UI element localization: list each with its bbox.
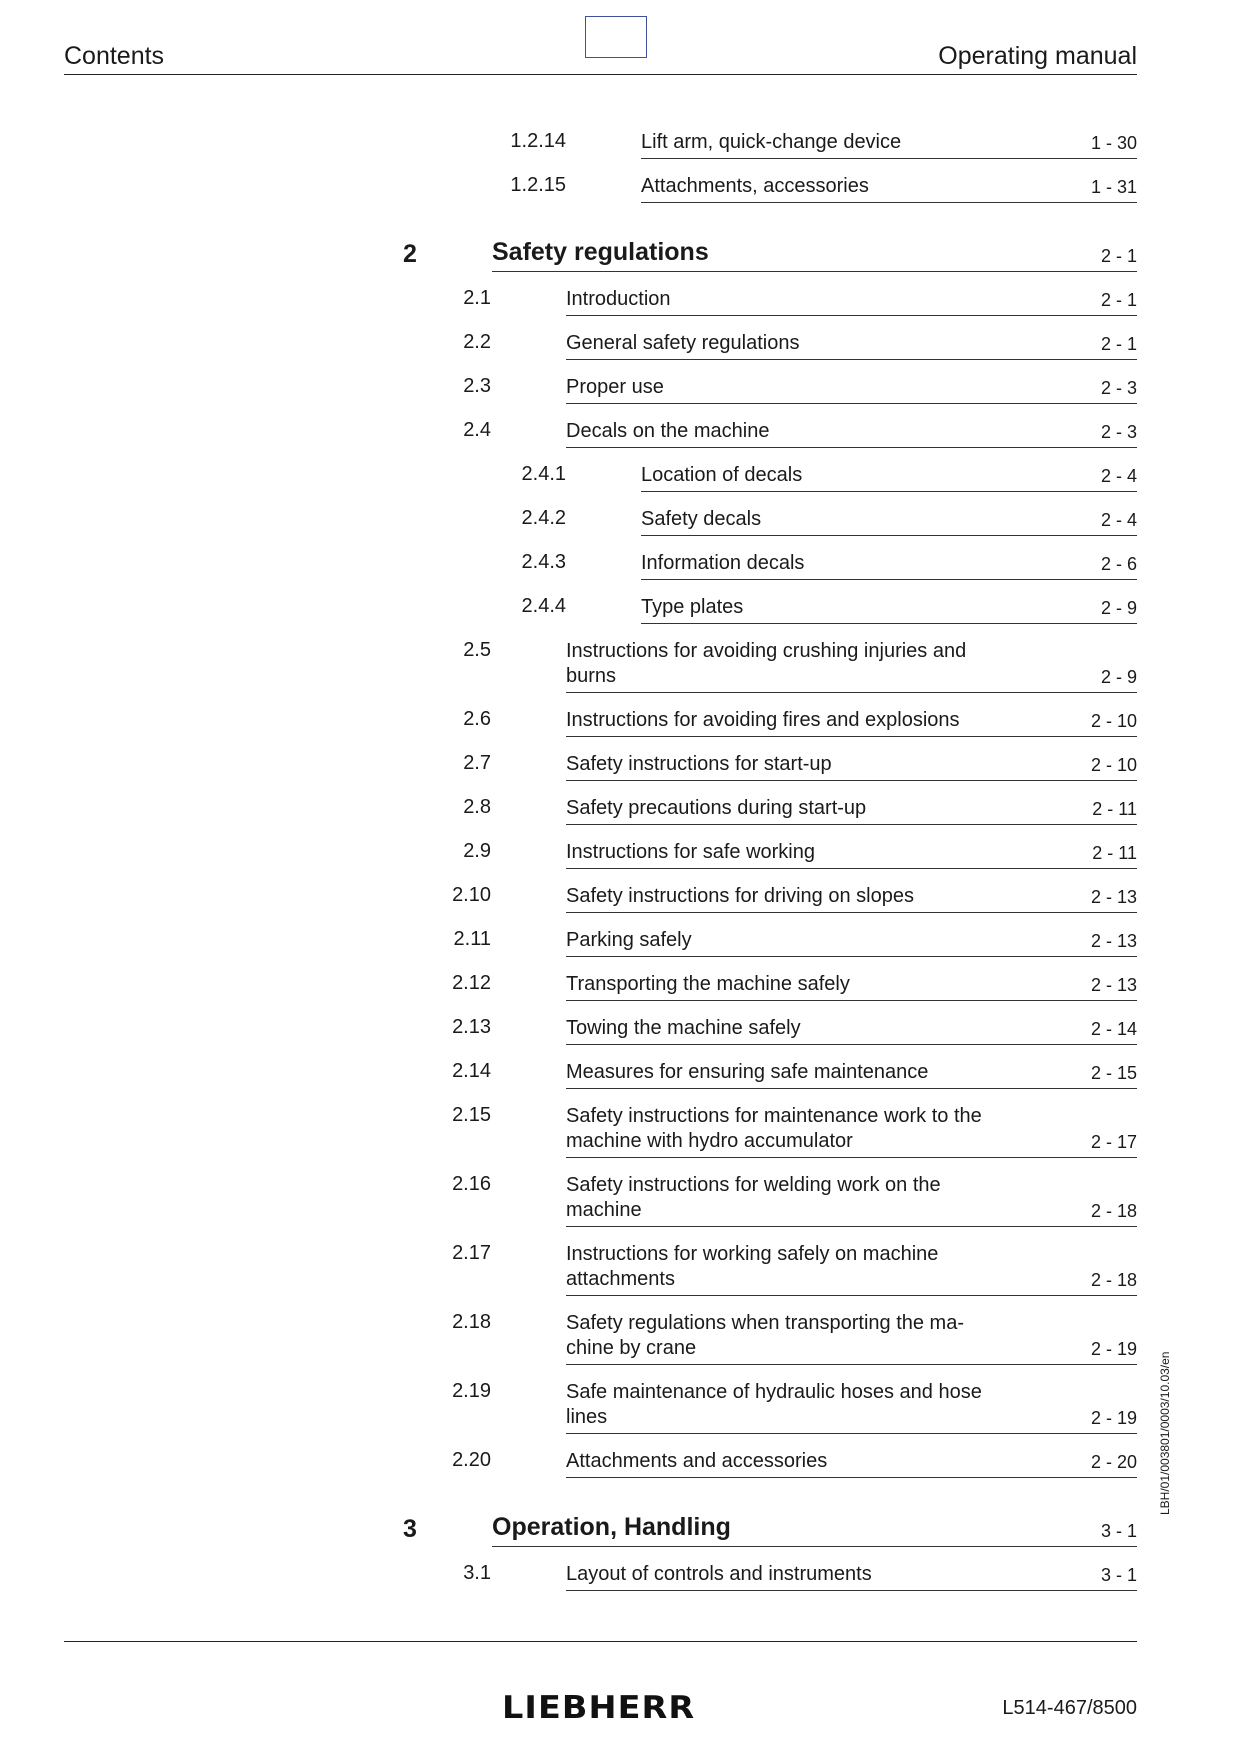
toc-entry-rule bbox=[566, 359, 1137, 360]
toc-entry-page: 2 - 11 bbox=[1092, 843, 1137, 863]
toc-entry-page: 1 - 30 bbox=[1090, 133, 1137, 153]
toc-entry-page: 2 - 13 bbox=[1090, 931, 1137, 951]
toc-entry-title: General safety regulations bbox=[566, 332, 800, 354]
toc-entry[interactable] bbox=[0, 507, 1240, 542]
toc-entry[interactable] bbox=[0, 1104, 1240, 1164]
toc-entry[interactable] bbox=[0, 463, 1240, 498]
toc-entry-rule bbox=[566, 1295, 1137, 1296]
toc-entry[interactable] bbox=[0, 238, 1240, 278]
toc-entry-page: 2 - 9 bbox=[1100, 598, 1137, 618]
toc-entry-rule bbox=[641, 579, 1137, 580]
toc-entry-rule bbox=[566, 912, 1137, 913]
toc-entry-page: 2 - 18 bbox=[1090, 1270, 1137, 1290]
toc-entry-page: 2 - 10 bbox=[1090, 711, 1137, 731]
toc-entry-rule bbox=[566, 315, 1137, 316]
toc-entry-number: 3 bbox=[403, 1515, 417, 1543]
toc-entry[interactable] bbox=[0, 1380, 1240, 1440]
toc-entry-number: 2.9 bbox=[463, 840, 491, 862]
toc-entry[interactable] bbox=[0, 1513, 1240, 1553]
toc-entry-rule bbox=[566, 403, 1137, 404]
toc-entry-page: 2 - 9 bbox=[1100, 667, 1137, 687]
toc-entry-page: 2 - 19 bbox=[1090, 1408, 1137, 1428]
toc-entry-title: Safety regulations when transporting the ma- chine by crane bbox=[566, 1312, 964, 1359]
toc-entry-page: 2 - 6 bbox=[1100, 554, 1137, 574]
toc-entry-title: Location of decals bbox=[641, 464, 803, 486]
toc-entry-title: Proper use bbox=[566, 376, 664, 398]
toc-entry-rule bbox=[566, 780, 1137, 781]
toc-entry-number: 2.15 bbox=[452, 1104, 491, 1126]
toc-entry-number: 2.3 bbox=[463, 375, 491, 397]
toc-entry[interactable] bbox=[0, 375, 1240, 410]
toc-entry-number: 2.4.1 bbox=[521, 463, 566, 485]
toc-entry-number: 2.14 bbox=[452, 1060, 491, 1082]
toc-entry-rule bbox=[492, 1546, 1137, 1547]
toc-entry[interactable] bbox=[0, 928, 1240, 963]
toc-entry-page: 2 - 4 bbox=[1100, 466, 1137, 486]
toc-entry-page: 3 - 1 bbox=[1100, 1565, 1137, 1585]
toc-entry[interactable] bbox=[0, 796, 1240, 831]
toc-entry-title: Safety decals bbox=[641, 508, 762, 530]
toc-entry[interactable] bbox=[0, 1060, 1240, 1095]
toc-entry-number: 2.20 bbox=[452, 1449, 491, 1471]
toc-entry[interactable] bbox=[0, 130, 1240, 165]
toc-entry[interactable] bbox=[0, 1016, 1240, 1051]
toc-entry-number: 2.2 bbox=[463, 331, 491, 353]
toc-entry-rule bbox=[566, 824, 1137, 825]
toc-entry[interactable] bbox=[0, 1311, 1240, 1371]
toc-entry-page: 3 - 1 bbox=[1100, 1521, 1137, 1541]
toc-entry-rule bbox=[641, 535, 1137, 536]
toc-entry-title: Instructions for safe working bbox=[566, 841, 815, 863]
toc-entry[interactable] bbox=[0, 551, 1240, 586]
toc-entry[interactable] bbox=[0, 708, 1240, 743]
toc-entry-page: 2 - 19 bbox=[1090, 1339, 1137, 1359]
toc-entry-number: 2.4 bbox=[463, 419, 491, 441]
toc-entry-number: 2.11 bbox=[453, 928, 491, 950]
toc-entry-title: Introduction bbox=[566, 288, 671, 310]
toc-entry-number: 2.17 bbox=[452, 1242, 491, 1264]
toc-entry-title: Safety instructions for start-up bbox=[566, 753, 832, 775]
toc-entry-number: 2.1 bbox=[463, 287, 491, 309]
toc-entry[interactable] bbox=[0, 1242, 1240, 1302]
toc-entry-title: Instructions for avoiding fires and explosions bbox=[566, 709, 960, 731]
toc-entry-title: Transporting the machine safely bbox=[566, 973, 850, 995]
toc-entry-page: 2 - 15 bbox=[1090, 1063, 1137, 1083]
toc-entry-title: Layout of controls and instruments bbox=[566, 1563, 872, 1585]
toc-entry-number: 2.4.2 bbox=[521, 507, 566, 529]
toc-entry-page: 2 - 10 bbox=[1090, 755, 1137, 775]
toc-entry-page: 2 - 11 bbox=[1092, 799, 1137, 819]
toc-entry[interactable] bbox=[0, 1449, 1240, 1484]
toc-entry-title: Safety instructions for maintenance work to the machine with hydro accumulator bbox=[566, 1105, 982, 1152]
toc-entry-rule bbox=[566, 1088, 1137, 1089]
toc-entry-number: 2 bbox=[403, 240, 417, 268]
side-reference-code: LBH/01/003801/0003/10.03/en bbox=[1158, 1351, 1172, 1515]
toc-entry-rule bbox=[641, 491, 1137, 492]
toc-entry-page: 2 - 1 bbox=[1100, 246, 1137, 266]
toc-entry-rule bbox=[566, 1364, 1137, 1365]
toc-entry-title: Operation, Handling bbox=[492, 1513, 731, 1541]
header-right-title: Operating manual bbox=[938, 42, 1137, 70]
toc-entry-title: Safety precautions during start-up bbox=[566, 797, 867, 819]
toc-entry-page: 2 - 13 bbox=[1090, 975, 1137, 995]
toc-entry-rule bbox=[566, 1000, 1137, 1001]
toc-entry-rule bbox=[641, 623, 1137, 624]
toc-entry-title: Information decals bbox=[641, 552, 805, 574]
toc-entry-page: 2 - 4 bbox=[1100, 510, 1137, 530]
toc-entry-title: Safety instructions for welding work on the machine bbox=[566, 1174, 941, 1221]
toc-entry-number: 2.19 bbox=[452, 1380, 491, 1402]
toc-entry-page: 2 - 1 bbox=[1100, 290, 1137, 310]
toc-entry-page: 2 - 13 bbox=[1090, 887, 1137, 907]
toc-entry-title: Measures for ensuring safe maintenance bbox=[566, 1061, 929, 1083]
toc-entry[interactable] bbox=[0, 1173, 1240, 1233]
toc-entry-page: 2 - 20 bbox=[1090, 1452, 1137, 1472]
toc-entry-number: 2.13 bbox=[452, 1016, 491, 1038]
toc-entry-rule bbox=[566, 868, 1137, 869]
toc-entry-rule bbox=[566, 1477, 1137, 1478]
toc-entry[interactable] bbox=[0, 639, 1240, 699]
toc-entry[interactable] bbox=[0, 287, 1240, 322]
toc-entry-number: 2.8 bbox=[463, 796, 491, 818]
toc-entry-rule bbox=[566, 736, 1137, 737]
toc-entry-number: 3.1 bbox=[463, 1562, 491, 1584]
toc-entry-rule bbox=[641, 202, 1137, 203]
toc-entry-title: Lift arm, quick-change device bbox=[641, 131, 902, 153]
toc-entry-rule bbox=[566, 1044, 1137, 1045]
toc-entry[interactable] bbox=[0, 331, 1240, 366]
toc-entry-page: 2 - 17 bbox=[1090, 1132, 1137, 1152]
toc-entry[interactable] bbox=[0, 884, 1240, 919]
toc-entry-number: 1.2.14 bbox=[510, 130, 566, 152]
header-left-title: Contents bbox=[64, 42, 165, 70]
toc-entry-page: 2 - 18 bbox=[1090, 1201, 1137, 1221]
document-code: L514-467/8500 bbox=[1002, 1697, 1137, 1719]
toc-entry-rule bbox=[492, 271, 1137, 272]
toc-entry-rule bbox=[566, 692, 1137, 693]
footer-rule bbox=[64, 1641, 1137, 1642]
toc-entry-page: 2 - 3 bbox=[1100, 422, 1137, 442]
toc-entry-title: Parking safely bbox=[566, 929, 692, 951]
toc-entry-rule bbox=[566, 447, 1137, 448]
toc-entry-number: 2.4.3 bbox=[521, 551, 566, 573]
toc-entry-number: 1.2.15 bbox=[510, 174, 566, 196]
toc-entry-rule bbox=[566, 956, 1137, 957]
toc-entry-number: 2.5 bbox=[463, 639, 491, 661]
toc-entry[interactable] bbox=[0, 840, 1240, 875]
toc-entry[interactable] bbox=[0, 972, 1240, 1007]
toc-entry-number: 2.18 bbox=[452, 1311, 491, 1333]
toc-entry-rule bbox=[566, 1157, 1137, 1158]
toc-entry-title: Attachments, accessories bbox=[641, 175, 869, 197]
toc-entry[interactable] bbox=[0, 595, 1240, 630]
toc-entry-number: 2.12 bbox=[452, 972, 491, 994]
toc-entry[interactable] bbox=[0, 174, 1240, 209]
toc-entry-title: Instructions for avoiding crushing injuries and burns bbox=[566, 640, 967, 687]
toc-entry-title: Decals on the machine bbox=[566, 420, 770, 442]
toc-entry[interactable] bbox=[0, 419, 1240, 454]
toc-entry-title: Type plates bbox=[641, 596, 744, 618]
toc-entry-number: 2.16 bbox=[452, 1173, 491, 1195]
toc-entry-title: Attachments and accessories bbox=[566, 1450, 828, 1472]
toc-entry-rule bbox=[641, 158, 1137, 159]
toc-entry[interactable] bbox=[0, 752, 1240, 787]
toc-entry-title: Safety regulations bbox=[492, 238, 709, 266]
toc-entry-number: 2.10 bbox=[452, 884, 491, 906]
toc-entry-number: 2.6 bbox=[463, 708, 491, 730]
liebherr-logo: LIEBHERR bbox=[502, 1690, 696, 1726]
toc-entry-page: 2 - 1 bbox=[1100, 334, 1137, 354]
toc-entry-title: Towing the machine safely bbox=[566, 1017, 801, 1039]
toc-entry-rule bbox=[566, 1226, 1137, 1227]
toc-entry-number: 2.4.4 bbox=[521, 595, 566, 617]
toc-entry-page: 2 - 3 bbox=[1100, 378, 1137, 398]
toc-entry-title: Safety instructions for driving on slopes bbox=[566, 885, 914, 907]
toc-entry-title: Instructions for working safely on machine attachments bbox=[566, 1243, 939, 1290]
toc-entry-title: Safe maintenance of hydraulic hoses and hose lines bbox=[566, 1381, 982, 1428]
toc-entry-page: 1 - 31 bbox=[1090, 177, 1137, 197]
toc-entry-page: 2 - 14 bbox=[1090, 1019, 1137, 1039]
toc-entry-rule bbox=[566, 1590, 1137, 1591]
toc-entry[interactable] bbox=[0, 1562, 1240, 1597]
toc-entry-number: 2.7 bbox=[463, 752, 491, 774]
toc-entry-rule bbox=[566, 1433, 1137, 1434]
